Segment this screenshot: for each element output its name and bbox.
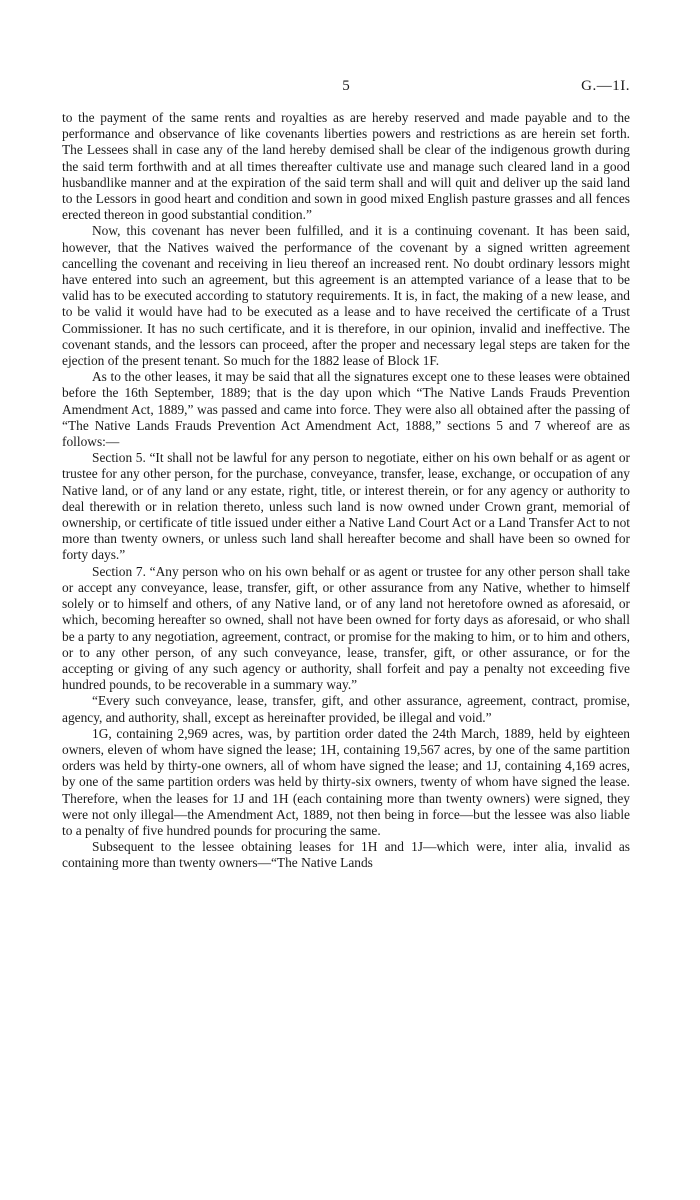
- paragraph-illegal-void: “Every such conveyance, lease, transfer, gift, and other assurance, agreement, contract, promise, agency, and authority, shall, except as hereinafter provided, be illegal and void.”: [62, 693, 630, 725]
- paragraph-section-7: Section 7. “Any person who on his own behalf or as agent or trustee for any other person shall take or accept any conveyance, lease, transfer, gift, or other assurance from any Native, whether to himself solely or to himself and others, of any Native land, or of any land not heretofore owned as aforesaid, or which, becoming hereafter so owned, shall not have been owned for forty days as aforesaid, or who shall be a party to any negotiation, agreement, contract, or promise for the making to him, or to him and others, or to any other person, of any such conveyance, lease, transfer, gift, or other assurance, or for the accepting or giving of any such agency or authority, shall forfeit and pay a penalty not exceeding five hundred pounds, to be recoverable in a summary way.”: [62, 563, 630, 693]
- page-header: [62, 78, 630, 100]
- page-number: 5: [342, 78, 350, 94]
- paragraph-other-leases: As to the other leases, it may be said that all the signatures except one to these leases were obtained before the 16th September, 1889; that is the day upon which “The Native Lands Frauds Prevention Amendment Act, 1889,” was passed and came into force. They were also all obtained after the passing of “The Native Lands Frauds Prevention Act Amendment Act, 1888,” sections 5 and 7 whereof are as follows:—: [62, 369, 630, 450]
- paper-reference: G.—1I.: [581, 78, 630, 94]
- paragraph-block-owners: 1G, containing 2,969 acres, was, by partition order dated the 24th March, 1889, held by eighteen owners, eleven of whom have signed the lease; 1H, containing 19,567 acres, by one of the same partition orders was held by thirty-one owners, all of whom have signed the lease; and 1J, containing 4,169 acres, by one of the same partition orders was held by thirty-six owners, twenty of whom have signed the lease. Therefore, when the leases for 1J and 1H (each containing more than twenty owners) were signed, they were not only illegal—the Amendment Act, 1889, not then being in force—but the lessee was also liable to a penalty of five hundred pounds for procuring the same.: [62, 725, 630, 838]
- paragraph-covenant-unfulfilled: Now, this covenant has never been fulfilled, and it is a continuing covenant. It has been said, however, that the Natives waived the performance of the covenant by a signed written agreement cancelling the covenant and receiving in lieu thereof an increased rent. No doubt ordinary lessors might have entered into such an agreement, but this agreement is an attempted variance of a lease that to be valid has to be executed according to statutory requirements. It is, in fact, the making of a new lease, and to be valid it would have had to be executed as a lease and to have received the certificate of a Trust Commissioner. It has no such certificate, and it is therefore, in our opinion, invalid and ineffective. The covenant stands, and the lessors can proceed, after the proper and necessary legal steps are taken for the ejection of the present tenant. So much for the 1882 lease of Block 1F.: [62, 223, 630, 369]
- paragraph-section-5: Section 5. “It shall not be lawful for any person to negotiate, either on his own behalf or as agent or trustee for any other person, for the purchase, conveyance, transfer, lease, exchange, or occupation of any Native land, or of any land or any estate, right, title, or interest therein, or for any agency or authority to deal therewith or in relation thereto, unless such land is now owned under Crown grant, memorial of ownership, or certificate of title issued under either a Native Land Court Act or a Land Transfer Act to not more than twenty owners, or unless such land shall hereafter become and shall have been so owned for forty days.”: [62, 450, 630, 563]
- paragraph-subsequent: Subsequent to the lessee obtaining leases for 1H and 1J—which were, inter alia, invalid as containing more than twenty owners—“The Native Lands: [62, 839, 630, 871]
- body-text: [62, 110, 630, 872]
- paragraph-lease-covenant-end: to the payment of the same rents and royalties as are hereby reserved and made payable and to the performance and observance of like covenants liberties powers and restrictions as are herein set forth. The Lessees shall in case any of the land hereby demised shall be clear of the indigenous growth during the said term forthwith and at all times thereafter cultivate use and manage such cleared land in a good husbandlike manner and at the expiration of the said term shall and will quit and deliver up the said land to the Lessors in good heart and condition and sown in good mixed English pasture grasses and all fences erected thereon in good substantial condition.”: [62, 110, 630, 223]
